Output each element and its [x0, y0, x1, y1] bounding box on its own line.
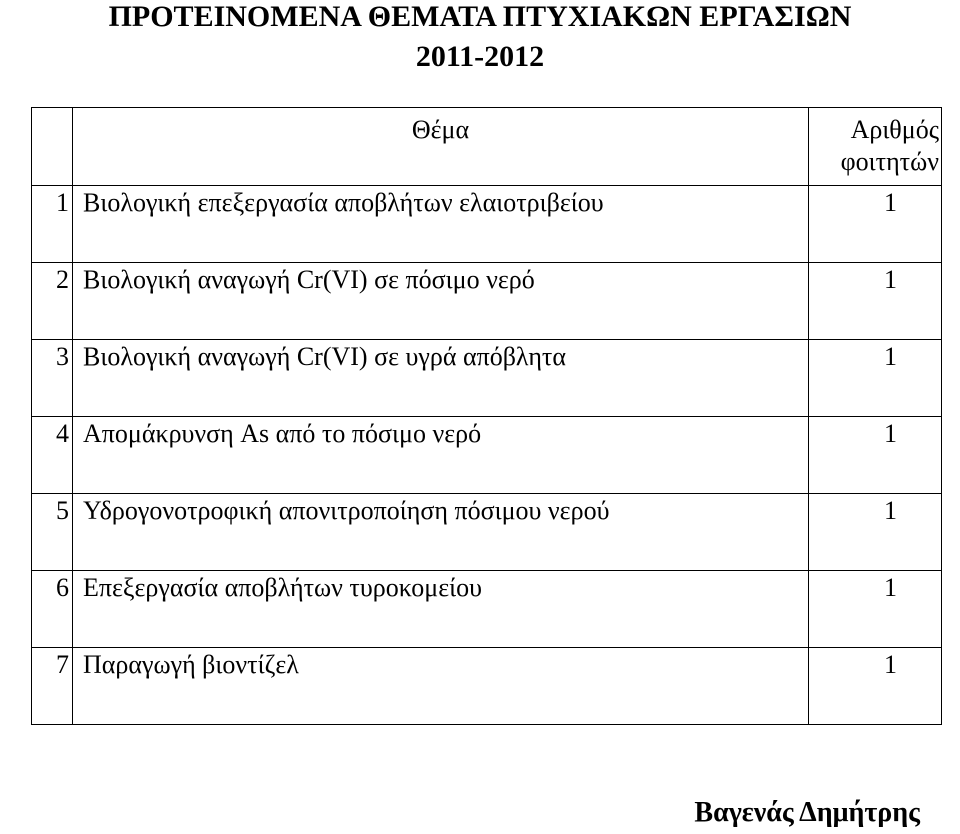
- row-number: 3: [32, 340, 73, 417]
- row-topic: Βιολογική αναγωγή Cr(VI) σε υγρά απόβλητα: [73, 340, 809, 417]
- table-row: [32, 263, 942, 340]
- table-row: [32, 571, 942, 648]
- table-row: [32, 340, 942, 417]
- header-topic: Θέμα: [73, 108, 809, 186]
- document-title: ΠΡΟΤΕΙΝΟΜΕΝΑ ΘΕΜΑΤΑ ΠΤΥΧΙΑΚΩΝ ΕΡΓΑΣΙΩΝ: [108, 0, 852, 33]
- row-topic: Επεξεργασία αποβλήτων τυροκομείου: [73, 571, 809, 648]
- table-row: [32, 417, 942, 494]
- row-number: 6: [32, 571, 73, 648]
- row-student-count: 1: [809, 648, 942, 725]
- table-row: [32, 186, 942, 263]
- table-row: [32, 494, 942, 571]
- header-student-count: Αριθμός φοιτητών: [809, 108, 942, 186]
- academic-year: 2011-2012: [415, 40, 545, 73]
- row-student-count: 1: [809, 571, 942, 648]
- row-student-count: 1: [809, 340, 942, 417]
- row-topic: Υδρογονοτροφική απονιτροποίηση πόσιμου νερού: [73, 494, 809, 571]
- topics-table: [31, 107, 942, 725]
- row-student-count: 1: [809, 186, 942, 263]
- table-header-row: [32, 108, 942, 186]
- row-topic: Παραγωγή βιοντίζελ: [73, 648, 809, 725]
- table-row: [32, 648, 942, 725]
- row-student-count: 1: [809, 494, 942, 571]
- row-number: 4: [32, 417, 73, 494]
- row-topic: Βιολογική αναγωγή Cr(VI) σε πόσιμο νερό: [73, 263, 809, 340]
- row-topic: Βιολογική επεξεργασία αποβλήτων ελαιοτριβείου: [73, 186, 809, 263]
- row-topic: Απομάκρυνση As από το πόσιμο νερό: [73, 417, 809, 494]
- row-number: 5: [32, 494, 73, 571]
- row-student-count: 1: [809, 417, 942, 494]
- row-number: 1: [32, 186, 73, 263]
- header-number-cell: [32, 108, 73, 186]
- row-number: 2: [32, 263, 73, 340]
- row-number: 7: [32, 648, 73, 725]
- author-signature: Βαγενάς Δημήτρης: [694, 797, 920, 828]
- row-student-count: 1: [809, 263, 942, 340]
